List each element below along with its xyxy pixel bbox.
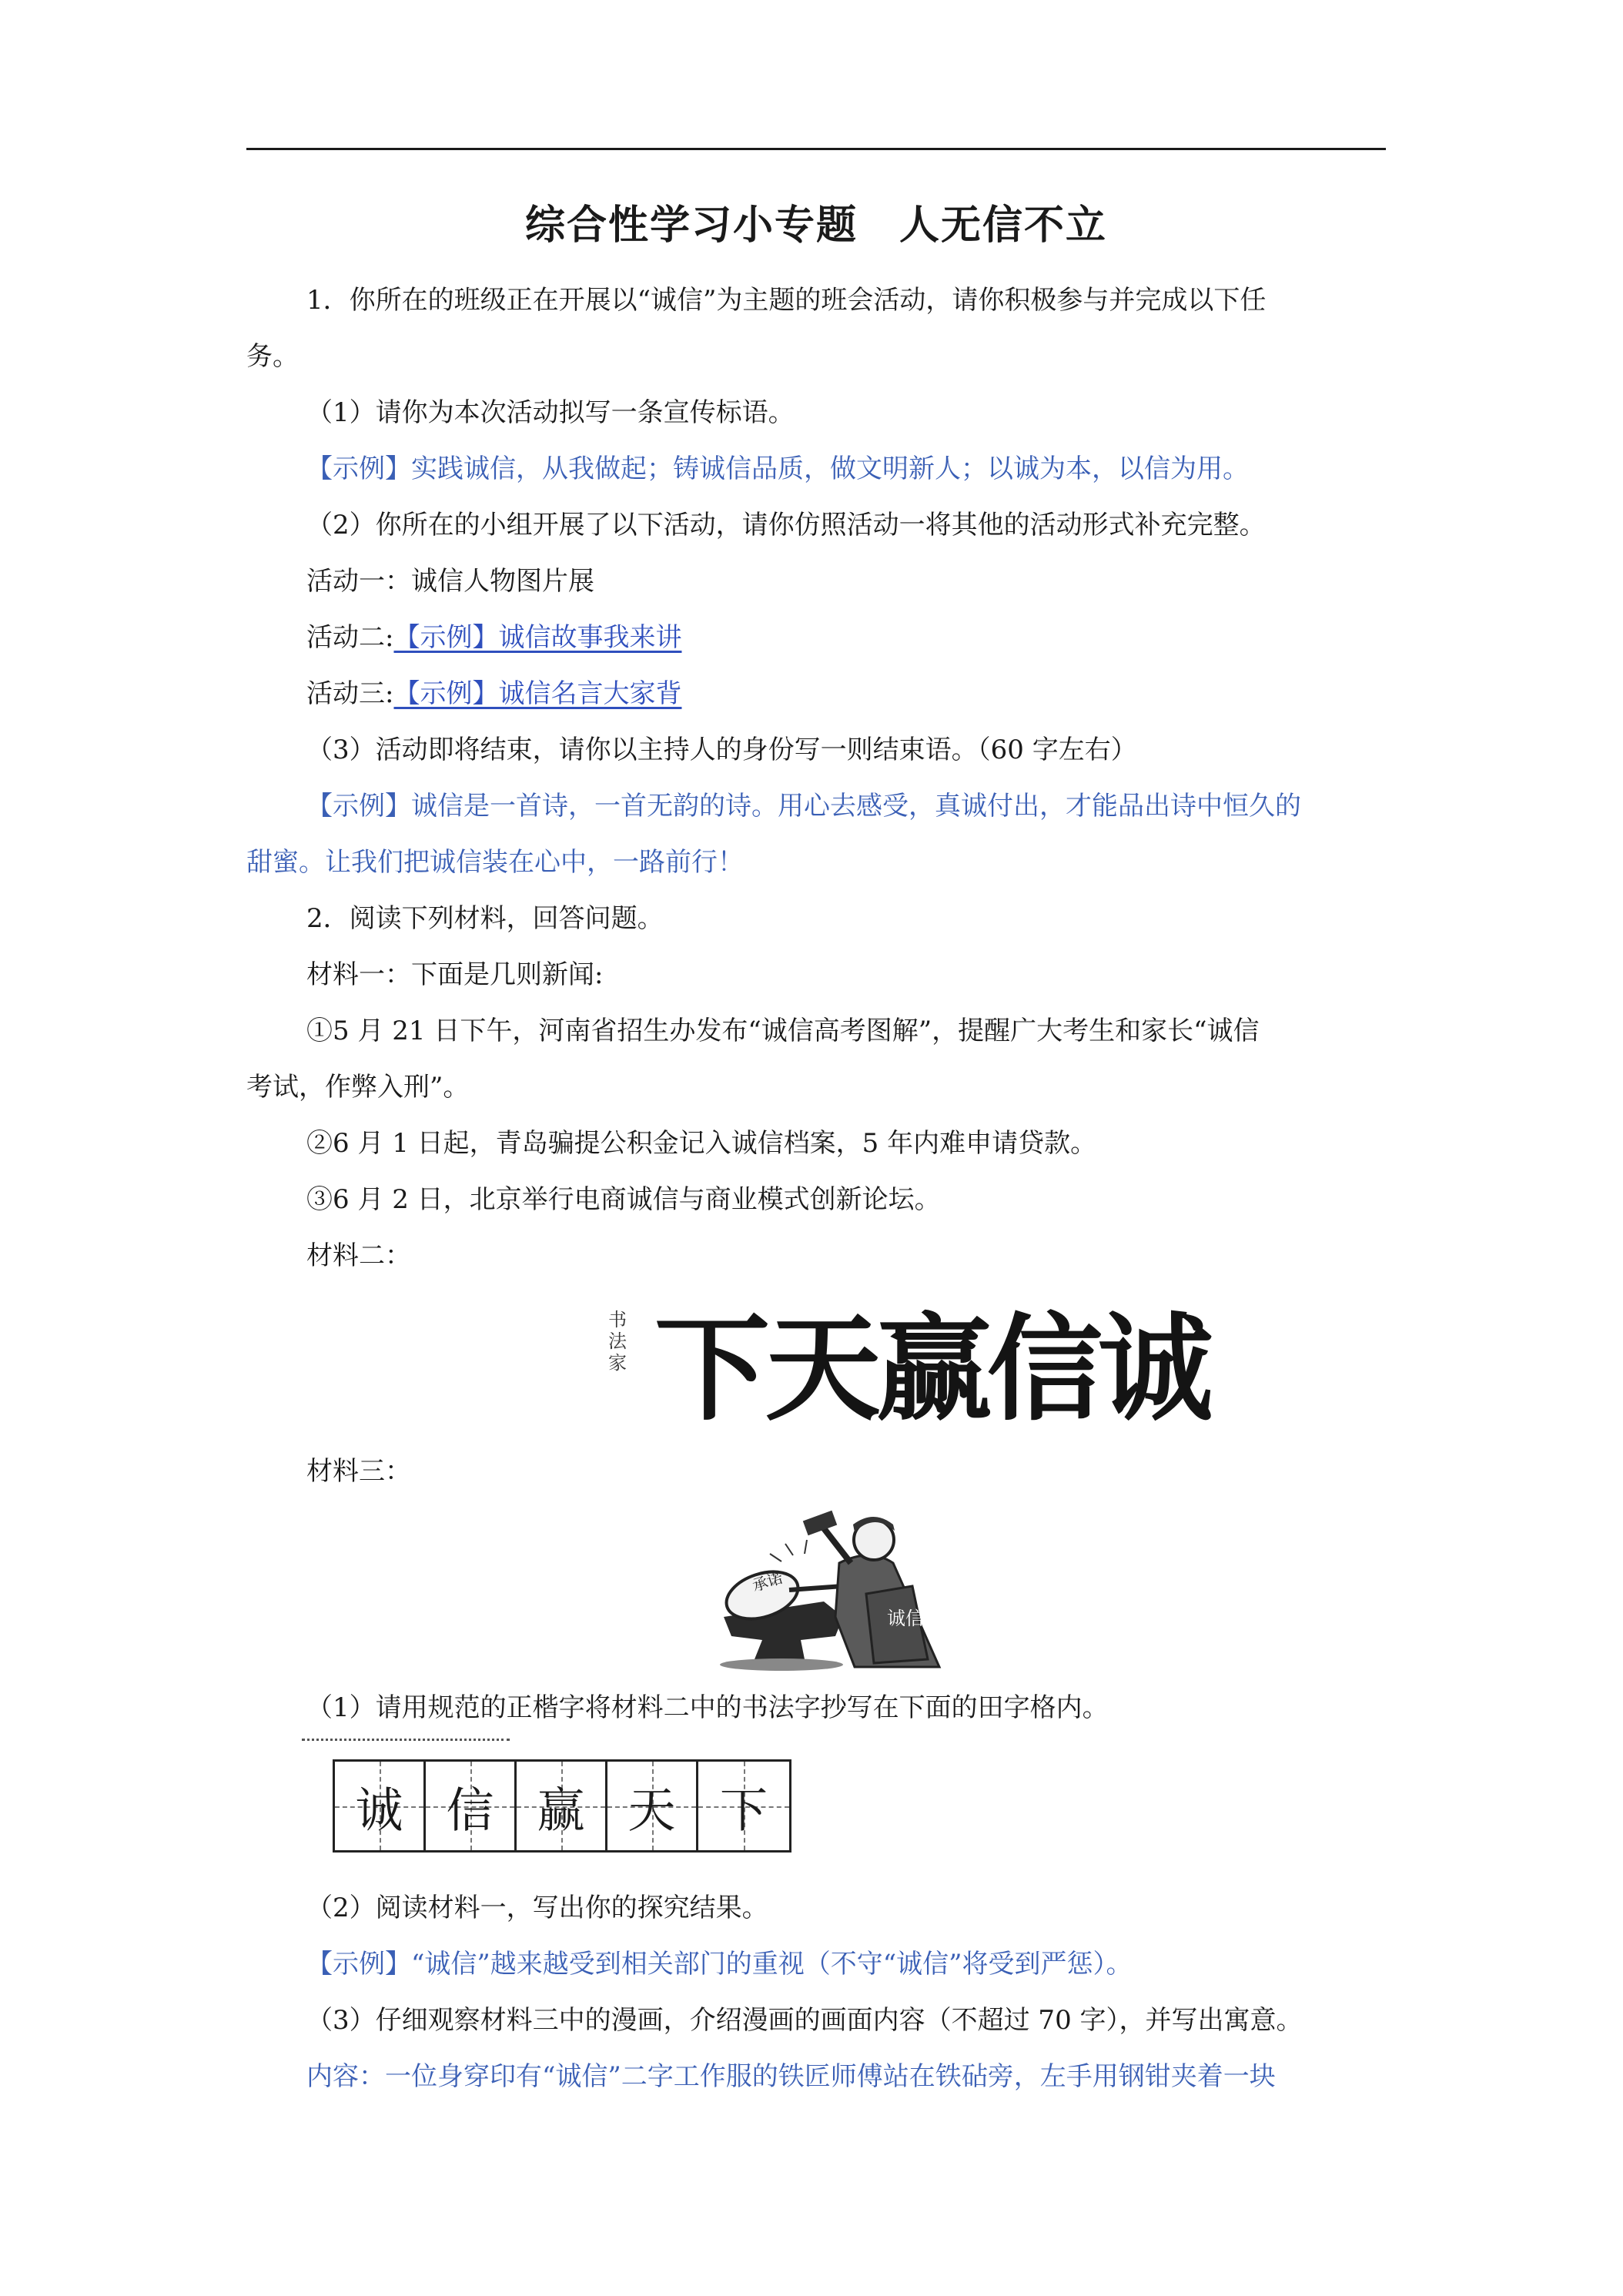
sign-left-text: 承诺 [750,1568,785,1595]
grid-char: 天 [627,1782,676,1838]
example-tag: 【示例】 [306,454,411,484]
activity-2 [306,620,681,655]
q1-answer3-line2: 甜蜜。让我们把诚信装在心中，一路前行！ [246,847,744,878]
page-title: 综合性学习小专题 人无信不立 [524,202,1107,249]
news-1-line1: ①5 月 21 日下午，河南省招生办发布“诚信高考图解”，提醒广大考生和家长“诚信 [306,1016,1260,1046]
material-3-label: 材料三： [306,1456,411,1487]
q2-sub1: （1）请用规范的正楷字将材料二中的书法字抄写在下面的田字格内。 [306,1692,1109,1723]
activity-2-label: 活动二: [306,622,394,653]
q2-sub3: （3）仔细观察材料三中的漫画，介绍漫画的画面内容（不超过 70 字），并写出寓意。 [306,2005,1303,2036]
q2-stem: 2．阅读下列材料，回答问题。 [306,903,664,934]
grid-cell [426,1762,517,1850]
grid-char: 赢 [537,1782,585,1838]
grid-char: 信 [446,1782,494,1838]
q2-sub2: （2）阅读材料一，写出你的探究结果。 [306,1893,768,1923]
q1-answer3-line1 [306,788,1301,824]
news-3: ③6 月 2 日，北京举行电商诚信与商业模式创新论坛。 [306,1184,941,1215]
grid-cell [607,1762,698,1850]
activity-1: 活动一：诚信人物图片展 [306,566,594,597]
material-1-label: 材料一：下面是几则新闻: [306,959,604,990]
answer-text: 实践诚信，从我做起；铸诚信品质，做文明新人；以诚为本，以信为用。 [411,454,1249,484]
header-rule [246,148,1386,150]
example-tag: 【示例】 [306,791,411,822]
smith-shirt-text: 诚信 [887,1608,924,1629]
grid-char: 下 [719,1782,768,1838]
grid-char: 诚 [355,1782,403,1838]
q1-stem-line2: 务。 [246,341,299,372]
blacksmith-cartoon [708,1501,970,1675]
q2-answer2 [306,1946,1133,1982]
grid-cell [698,1762,789,1850]
grid-cell [335,1762,426,1850]
grid-dotted-line [302,1739,510,1743]
calligraphy-artwork: 下天赢信诚 [654,1301,1210,1437]
news-2: ②6 月 1 日起，青岛骗提公积金记入诚信档案，5 年内难申请贷款。 [306,1128,1097,1159]
q2-answer3-line1: 内容：一位身穿印有“诚信”二字工作服的铁匠师傅站在铁砧旁，左手用钢钳夹着一块 [306,2061,1276,2092]
answer-text: “诚信”越来越受到相关部门的重视（不守“诚信”将受到严惩）。 [411,1949,1133,1980]
activity-3-label: 活动三: [306,678,394,709]
q1-sub3: （3）活动即将结束，请你以主持人的身份写一则结束语。（60 字左右） [306,735,1137,765]
material-2-label: 材料二： [306,1240,411,1271]
news-1-line2: 考试，作弊入刑”。 [246,1072,470,1103]
activity-3-answer: 【示例】诚信名言大家背 [393,678,682,709]
calligraphy-seal: 书法家 [608,1309,627,1374]
answer-text: 诚信是一首诗，一首无韵的诗。用心去感受，真诚付出，才能品出诗中恒久的 [411,791,1301,822]
grid-cell [517,1762,607,1850]
tianzige-grid [333,1759,791,1853]
q1-stem-line1: 1．你所在的班级正在开展以“诚信”为主题的班会活动，请你积极参与并完成以下任 [306,285,1267,316]
example-tag: 【示例】 [306,1949,411,1980]
activity-3 [306,676,681,711]
activity-2-answer: 【示例】诚信故事我来讲 [393,622,682,653]
q1-sub2: （2）你所在的小组开展了以下活动，请你仿照活动一将其他的活动形式补充完整。 [306,510,1266,541]
q1-answer1 [306,451,1249,487]
q1-sub1: （1）请你为本次活动拟写一条宣传标语。 [306,397,795,428]
